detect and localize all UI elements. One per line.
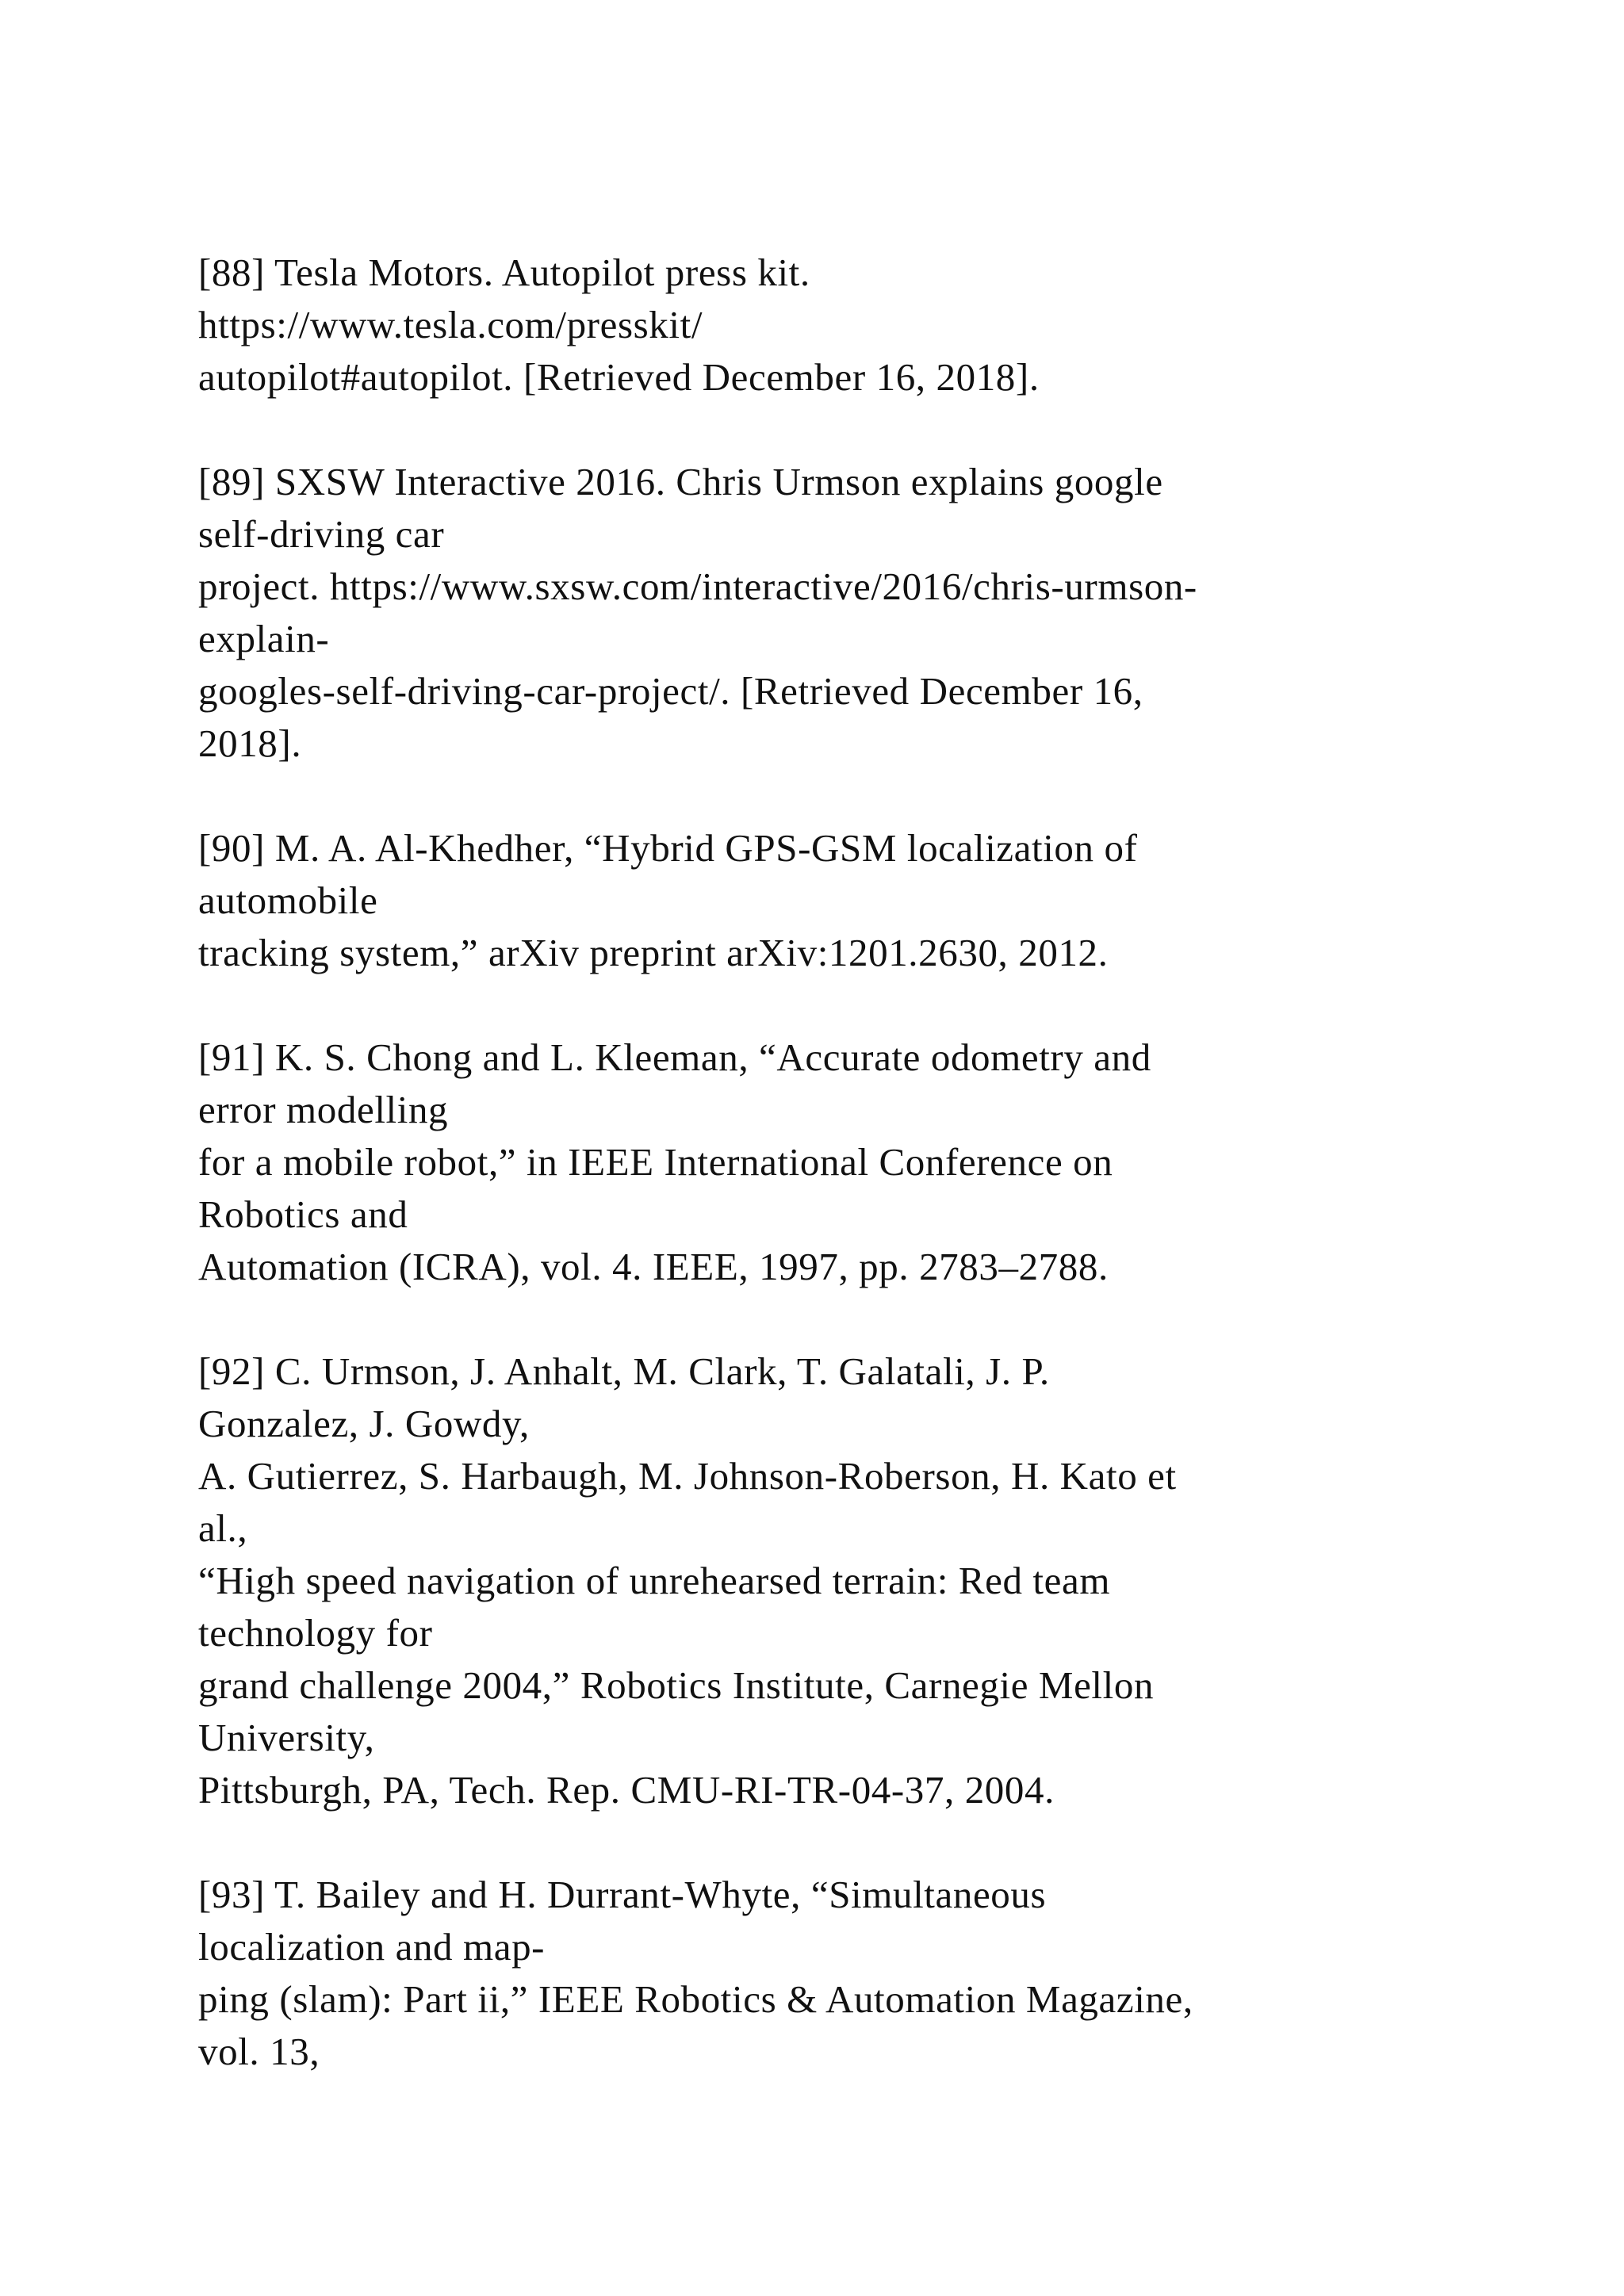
reference-line: Pittsburgh, PA, Tech. Rep. CMU-RI-TR-04-37, 2004. <box>198 1768 1055 1812</box>
reference-90 <box>198 822 1546 979</box>
reference-line: grand challenge 2004,” Robotics Institute, Carnegie Mellon <box>198 1663 1155 1707</box>
reference-line: vol. 13, <box>198 2030 320 2073</box>
reference-line: for a mobile robot,” in IEEE International Conference on <box>198 1140 1113 1184</box>
reference-line: project. https://www.sxsw.com/interactive/2016/chris-urmson- <box>198 564 1197 608</box>
reference-line: [89] SXSW Interactive 2016. Chris Urmson explains google <box>198 460 1163 503</box>
reference-line: error modelling <box>198 1088 449 1131</box>
reference-line: explain- <box>198 617 330 660</box>
reference-88 <box>198 247 1546 404</box>
reference-line: [90] M. A. Al-Khedher, “Hybrid GPS-GSM localization of <box>198 826 1138 870</box>
reference-line: [93] T. Bailey and H. Durrant-Whyte, “Simultaneous <box>198 1873 1047 1916</box>
reference-line: self-driving car <box>198 512 445 556</box>
reference-line: googles-self-driving-car-project/. [Retrieved December 16, <box>198 669 1143 713</box>
reference-line: al., <box>198 1506 248 1550</box>
reference-line: [91] K. S. Chong and L. Kleeman, “Accurate odometry and <box>198 1035 1151 1079</box>
reference-line: [92] C. Urmson, J. Anhalt, M. Clark, T. Galatali, J. P. <box>198 1349 1050 1393</box>
reference-line: localization and map- <box>198 1925 546 1969</box>
reference-line: technology for <box>198 1611 433 1655</box>
reference-line: autopilot#autopilot. [Retrieved December 16, 2018]. <box>198 355 1040 399</box>
reference-line: [88] Tesla Motors. Autopilot press kit. <box>198 251 810 294</box>
reference-line: https://www.tesla.com/presskit/ <box>198 303 703 346</box>
reference-89 <box>198 456 1546 770</box>
reference-92 <box>198 1345 1546 1816</box>
reference-line: Gonzalez, J. Gowdy, <box>198 1402 530 1445</box>
reference-line: Automation (ICRA), vol. 4. IEEE, 1997, pp. 2783–2788. <box>198 1245 1109 1288</box>
reference-line: ping (slam): Part ii,” IEEE Robotics & Automation Magazine, <box>198 1977 1193 2021</box>
reference-line: Robotics and <box>198 1192 408 1236</box>
reference-line: 2018]. <box>198 721 302 765</box>
reference-list <box>198 247 1546 2130</box>
reference-line: tracking system,” arXiv preprint arXiv:1201.2630, 2012. <box>198 931 1109 974</box>
reference-91 <box>198 1031 1546 1293</box>
reference-93 <box>198 1869 1546 2078</box>
reference-line: A. Gutierrez, S. Harbaugh, M. Johnson-Roberson, H. Kato et <box>198 1454 1177 1498</box>
reference-line: automobile <box>198 878 378 922</box>
reference-line: “High speed navigation of unrehearsed terrain: Red team <box>198 1559 1111 1602</box>
reference-line: University, <box>198 1716 375 1759</box>
